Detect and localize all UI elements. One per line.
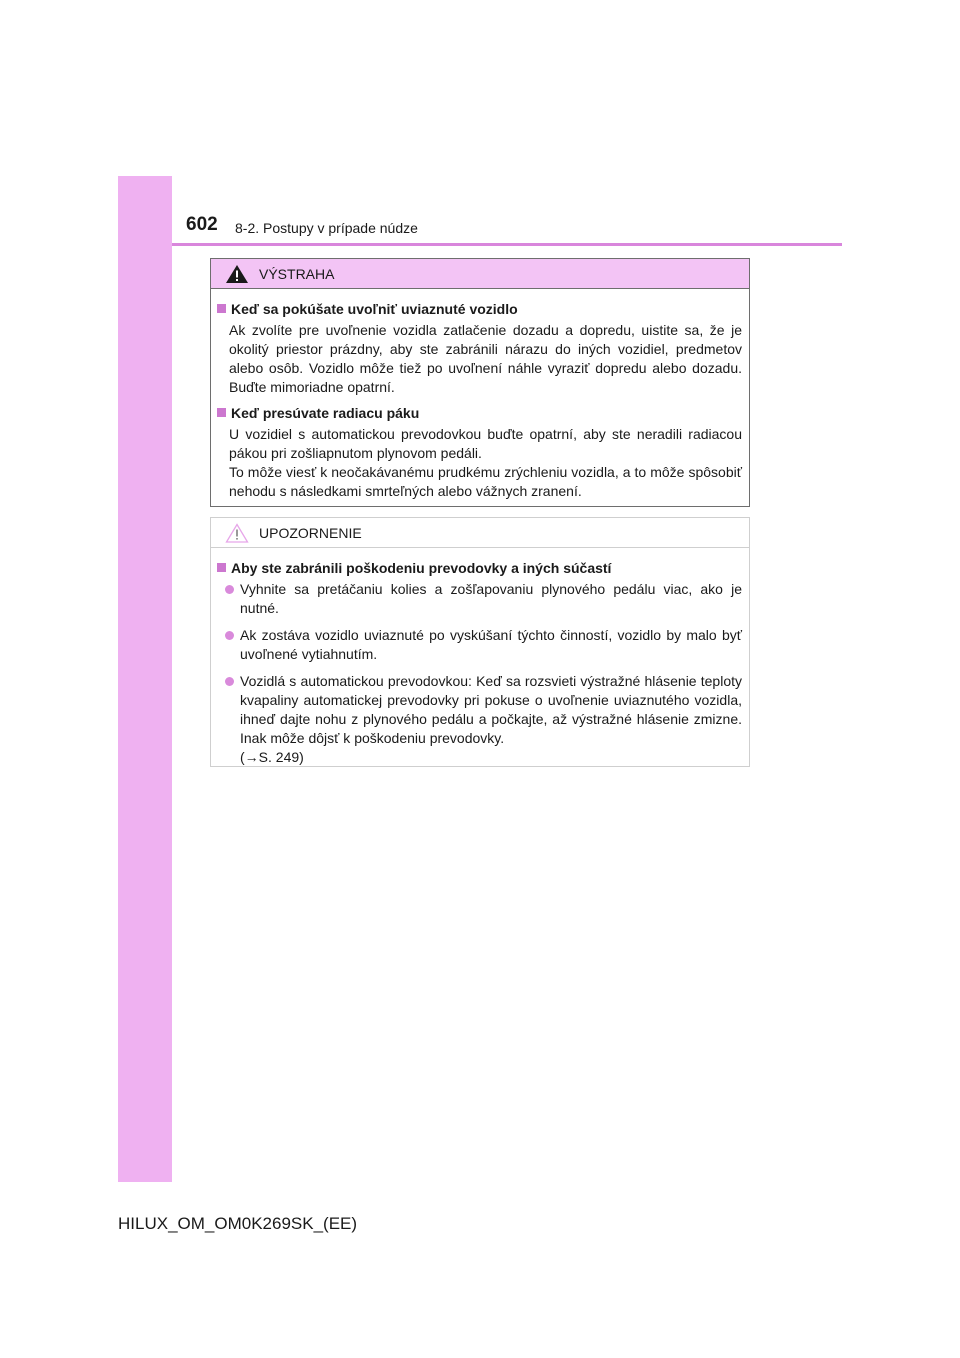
warning-item-title-text: Keď presúvate radiacu páku (231, 405, 420, 421)
warning-item-title-text: Keď sa pokúšate uvoľniť uviaznuté vozidlo (231, 301, 518, 317)
caution-bullet (225, 626, 742, 664)
page-reference: (→S. 249) (240, 749, 304, 765)
warning-box (210, 258, 750, 507)
caution-box-body (211, 548, 749, 767)
caution-bullet-text: Vozidlá s automatickou prevodovkou: Keď sa rozsvieti výstražné hlásenie teploty kvapaliny automatickej prevodovky pri pokuse o uvoľnenie uviaznutého vozidla, ihneď dajte nohu z plynového pedálu a počkajte, až výstražné hlásenie zmizne. Inak môže dôjsť k poškodeniu prevodovky. (240, 673, 742, 746)
square-bullet-icon (217, 304, 226, 313)
document-code-footer: HILUX_OM_OM0K269SK_(EE) (118, 1214, 358, 1233)
caution-heading: UPOZORNENIE (259, 524, 362, 541)
chapter-sidebar-tab (118, 176, 172, 1182)
warning-item-paragraph: To môže viesť k neočakávanému prudkému zrýchleniu vozidla, a to môže spôsobiť nehodu s následkami smrteľných alebo vážnych zranení. (229, 464, 742, 499)
warning-item-title (217, 405, 742, 421)
page-number: 602 (186, 214, 218, 235)
circle-bullet-icon (225, 677, 234, 686)
warning-heading: VÝSTRAHA (259, 265, 335, 282)
header-divider (172, 243, 842, 246)
square-bullet-icon (217, 408, 226, 417)
circle-bullet-icon (225, 631, 234, 640)
section-title: 8-2. Postupy v prípade núdze (235, 220, 418, 236)
warning-box-body (211, 289, 749, 501)
caution-item-title (217, 560, 742, 576)
caution-bullet (225, 580, 742, 618)
warning-triangle-outline-icon (225, 523, 249, 543)
caution-item-title-text: Aby ste zabránili poškodeniu prevodovky a iných súčastí (231, 560, 612, 576)
caution-bullet-text-block (240, 672, 742, 767)
caution-bullet-text: Vyhnite sa pretáčaniu kolies a zošľapovaniu plynového pedálu viac, ako je nutné. (240, 581, 742, 616)
caution-box (210, 517, 750, 767)
warning-item-paragraph: U vozidiel s automatickou prevodovkou buďte opatrní, aby ste neradili radiacou pákou pri zošliapnutom plynovom pedáli. (229, 426, 742, 461)
square-bullet-icon (217, 563, 226, 572)
warning-box-header (211, 259, 749, 289)
caution-bullet-text: Ak zostáva vozidlo uviaznuté po vyskúšaní týchto činností, vozidlo by malo byť uvoľnené vytiahnutím. (240, 627, 742, 662)
warning-triangle-filled-icon (225, 264, 249, 284)
warning-item-title (217, 301, 742, 317)
circle-bullet-icon (225, 585, 234, 594)
caution-bullet (225, 672, 742, 767)
caution-box-header (211, 518, 749, 548)
warning-item-paragraph: Ak zvolíte pre uvoľnenie vozidla zatlačenie dozadu a dopredu, uistite sa, že je okolitý priestor prázdny, aby ste zabránili nárazu do iných vozidiel, predmetov alebo osôb. Vozidlo môže tiež po uvoľnení náhle vyraziť dopredu alebo dozadu. Buďte mimoriadne opatrní. (229, 322, 742, 395)
